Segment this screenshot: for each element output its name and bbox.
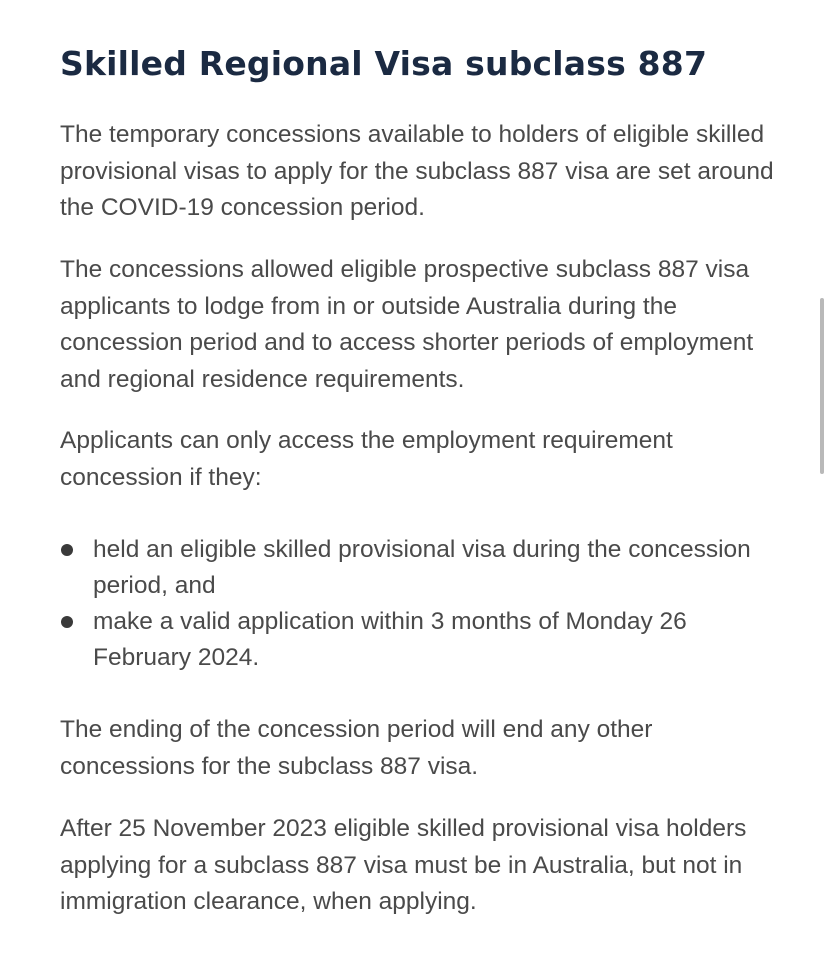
bullet-dot-icon <box>61 616 73 628</box>
paragraph-concession-ending: The ending of the concession period will end any other concessions for the subclass 887 visa. <box>60 716 653 780</box>
paragraph-concessions-allowed: The concessions allowed eligible prospective subclass 887 visa applicants to lodge from in or outside Australia during the concession period and to access shorter periods of employment and regional residence requirements. <box>60 256 754 393</box>
list-item <box>60 532 780 604</box>
paragraph-concessions-intro: The temporary concessions available to holders of eligible skilled provisional visas to apply for the subclass 887 visa are set around the COVID-19 concession period. <box>60 121 774 221</box>
bullet-dot-icon <box>61 544 73 556</box>
paragraph-employment-requirement: Applicants can only access the employment requirement concession if they: <box>60 427 673 491</box>
requirements-list <box>60 532 780 676</box>
list-item-text: held an eligible skilled provisional visa during the concession period, and <box>93 536 751 599</box>
paragraph-after-date: After 25 November 2023 eligible skilled provisional visa holders applying for a subclass 887 visa must be in Australia, but not in immigration clearance, when applying. <box>60 815 747 915</box>
list-item <box>60 604 780 676</box>
page-title: Skilled Regional Visa subclass 887 <box>60 44 708 83</box>
vertical-scrollbar[interactable] <box>820 298 824 474</box>
list-item-text: make a valid application within 3 months of Monday 26 February 2024. <box>93 608 687 671</box>
